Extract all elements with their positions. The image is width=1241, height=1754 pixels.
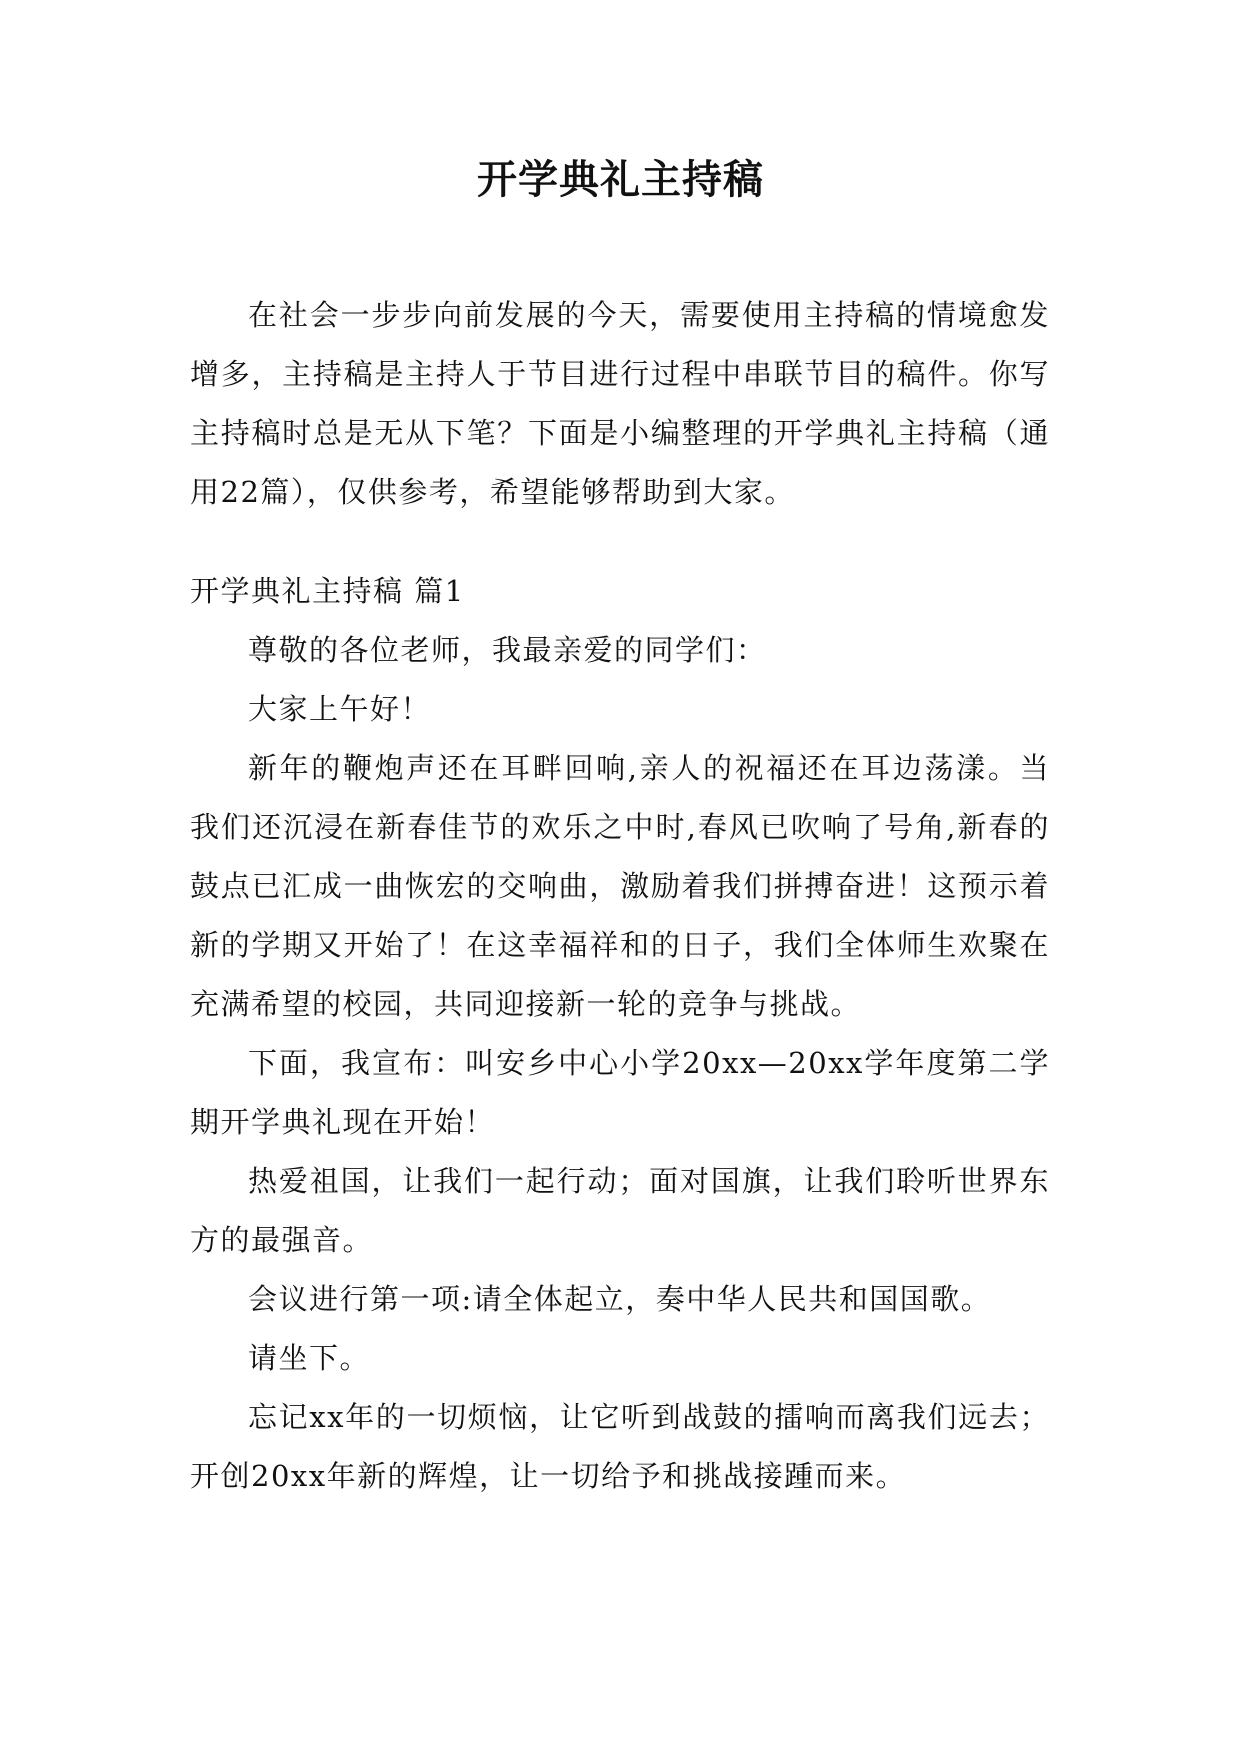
body-paragraph: 热爱祖国，让我们一起行动；面对国旗，让我们聆听世界东方的最强音。 xyxy=(190,1164,1050,1257)
body-paragraph: 忘记xx年的一切烦恼，让它听到战鼓的擂响而离我们远去；开创20xx年新的辉煌，让一切给予和挑战接踵而来。 xyxy=(190,1400,1050,1493)
document-body xyxy=(190,286,1050,1506)
intro-paragraph: 在社会一步步向前发展的今天，需要使用主持稿的情境愈发增多，主持稿是主持人于节目进行过程中串联节目的稿件。你写主持稿时总是无从下笔？下面是小编整理的开学典礼主持稿（通用22篇），仅供参考，希望能够帮助到大家。 xyxy=(190,298,1050,509)
body-paragraph: 新年的鞭炮声还在耳畔回响,亲人的祝福还在耳边荡漾。当我们还沉浸在新春佳节的欢乐之中时,春风已吹响了号角,新春的鼓点已汇成一曲恢宏的交响曲，激励着我们拼搏奋进！这预示着新的学期又开始了！在这幸福祥和的日子，我们全体师生欢聚在充满希望的校园，共同迎接新一轮的竞争与挑战。 xyxy=(190,751,1050,1021)
body-paragraph: 大家上午好！ xyxy=(248,692,432,726)
body-paragraph: 下面，我宣布：叫安乡中心小学20xx—20xx学年度第二学期开学典礼现在开始！ xyxy=(190,1046,1050,1139)
body-paragraph: 尊敬的各位老师，我最亲爱的同学们： xyxy=(248,633,767,667)
section-heading: 开学典礼主持稿 篇1 xyxy=(190,574,465,608)
document-title: 开学典礼主持稿 xyxy=(477,157,764,203)
body-paragraph: 请坐下。 xyxy=(248,1341,371,1375)
body-paragraph: 会议进行第一项:请全体起立，奏中华人民共和国国歌。 xyxy=(248,1282,992,1316)
